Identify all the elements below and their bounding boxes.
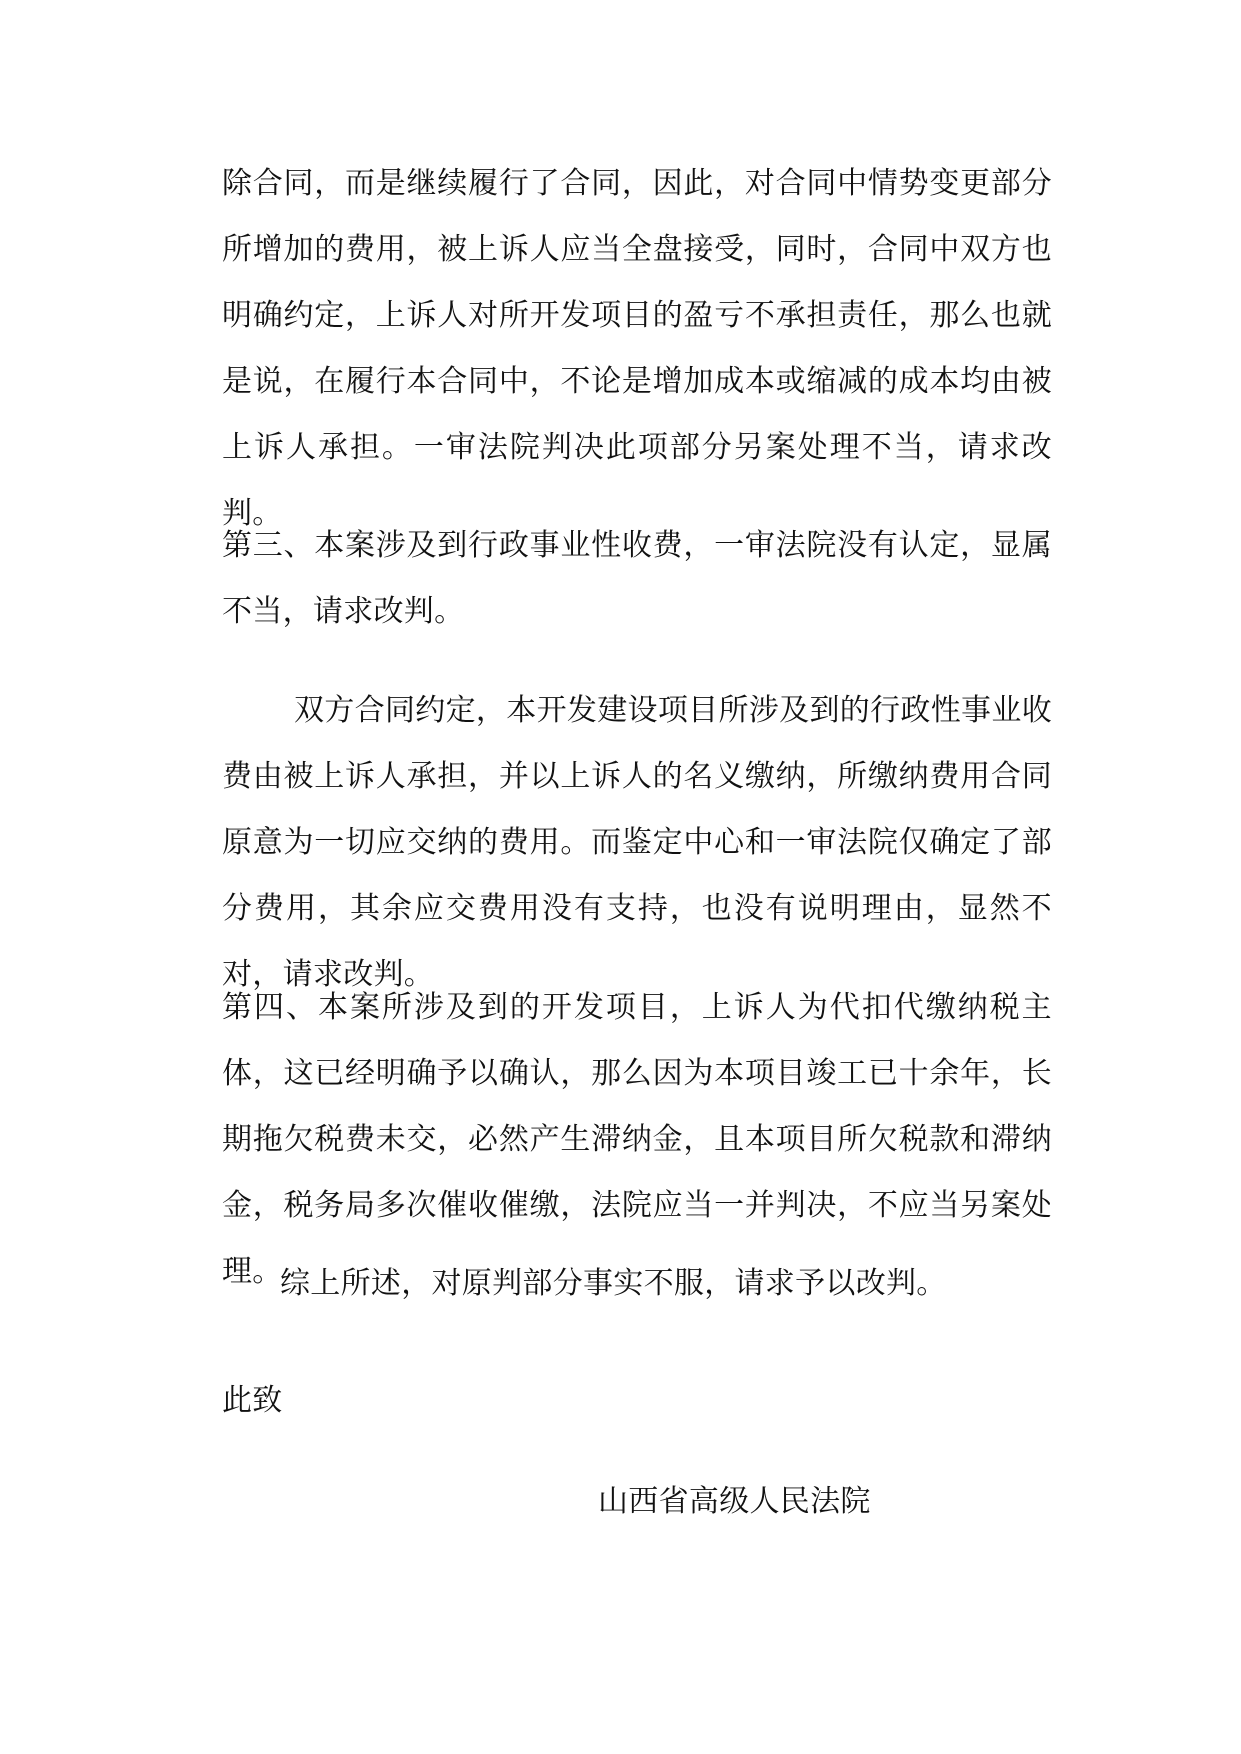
paragraph-administrative-fees: 双方合同约定，本开发建设项目所涉及到的行政性事业收费由被上诉人承担，并以上诉人的名义缴纳，所缴纳费用合同原意为一切应交纳的费用。而鉴定中心和一审法院仅确定了部分费用，其余应交费用没有支持，也没有说明理由，显然不对，请求改判。 bbox=[222, 693, 1052, 992]
paragraph-fourth-point: 第四、本案所涉及到的开发项目，上诉人为代扣代缴纳税主体，这已经明确予以确认，那么因为本项目竣工已十余年，长期拖欠税费未交，必然产生滞纳金，且本项目所欠税款和滞纳金，税务局多次催收催缴，法院应当一并判决，不应当另案处理。 bbox=[222, 990, 1052, 1289]
paragraph-conclusion: 综上所述，对原判部分事实不服，请求予以改判。 bbox=[280, 1266, 947, 1301]
addressee: 山西省高级人民法院 bbox=[598, 1484, 871, 1519]
paragraph-third-point: 第三、本案涉及到行政事业性收费，一审法院没有认定，显属不当，请求改判。 bbox=[222, 528, 1052, 629]
salutation: 此致 bbox=[222, 1383, 283, 1418]
paragraph-contract-changes: 除合同，而是继续履行了合同，因此，对合同中情势变更部分所增加的费用，被上诉人应当全盘接受，同时，合同中双方也明确约定，上诉人对所开发项目的盈亏不承担责任，那么也就是说，在履行本合同中，不论是增加成本或缩减的成本均由被上诉人承担。一审法院判决此项部分另案处理不当，请求改判。 bbox=[222, 166, 1052, 531]
